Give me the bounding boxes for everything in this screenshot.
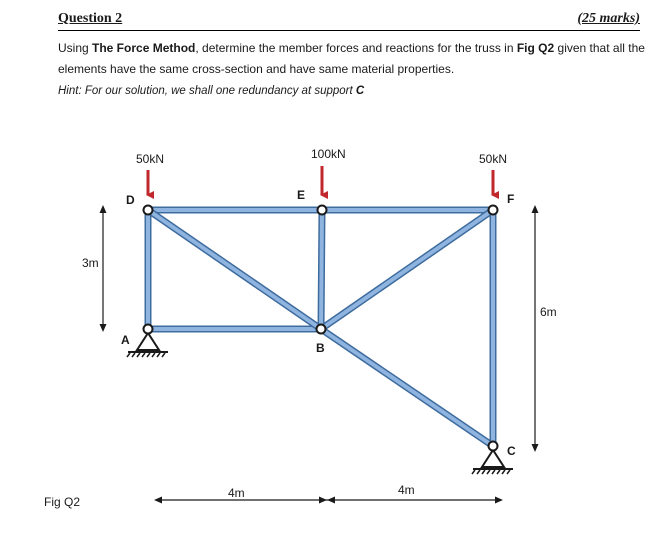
hint-body: Hint: For our solution, we shall one redundancy at support — [58, 85, 356, 97]
dimension-left-height — [100, 205, 107, 332]
question-intro: Using — [58, 41, 93, 55]
member-BD — [148, 210, 321, 329]
member-BC — [321, 329, 493, 446]
joint-B — [317, 325, 326, 334]
pin-support-A — [127, 333, 168, 357]
member-BF — [321, 210, 493, 329]
node-label-C: C — [507, 444, 516, 458]
joint-E — [318, 206, 327, 215]
dimension-right-height-label: 6m — [540, 305, 557, 319]
node-label-F: F — [507, 192, 515, 206]
question-rest: given that all the elements have the same cross-section and have same material properties. — [58, 41, 645, 76]
hint-support: C — [355, 85, 365, 97]
figure-caption: Fig Q2 — [44, 495, 81, 509]
load-arrows — [148, 166, 493, 195]
question-mid: , determine the member forces and reactions for the truss in — [195, 41, 517, 55]
question-marks: (25 marks) — [577, 11, 640, 26]
dimension-span-left-label: 4m — [228, 486, 245, 500]
dimension-left-height-label: 3m — [82, 256, 99, 270]
joint-D — [144, 206, 153, 215]
load-label-F: 50kN — [479, 152, 508, 166]
joint-A — [144, 325, 153, 334]
node-label-B: B — [316, 341, 325, 355]
load-label-D: 50kN — [136, 152, 165, 166]
node-label-E: E — [297, 188, 306, 202]
joint-F — [489, 206, 498, 215]
question-title: Question 2 — [58, 11, 123, 26]
dimension-span-right-label: 4m — [398, 483, 415, 497]
node-label-D: D — [126, 193, 135, 207]
question-method: The Force Method — [92, 41, 196, 55]
dimension-right-height — [532, 205, 539, 452]
member-BE — [321, 210, 322, 329]
joint-C — [489, 442, 498, 451]
question-fig-ref: Fig Q2 — [516, 41, 555, 55]
load-label-E: 100kN — [311, 147, 346, 161]
node-label-A: A — [121, 333, 130, 347]
dimension-span — [154, 497, 503, 504]
